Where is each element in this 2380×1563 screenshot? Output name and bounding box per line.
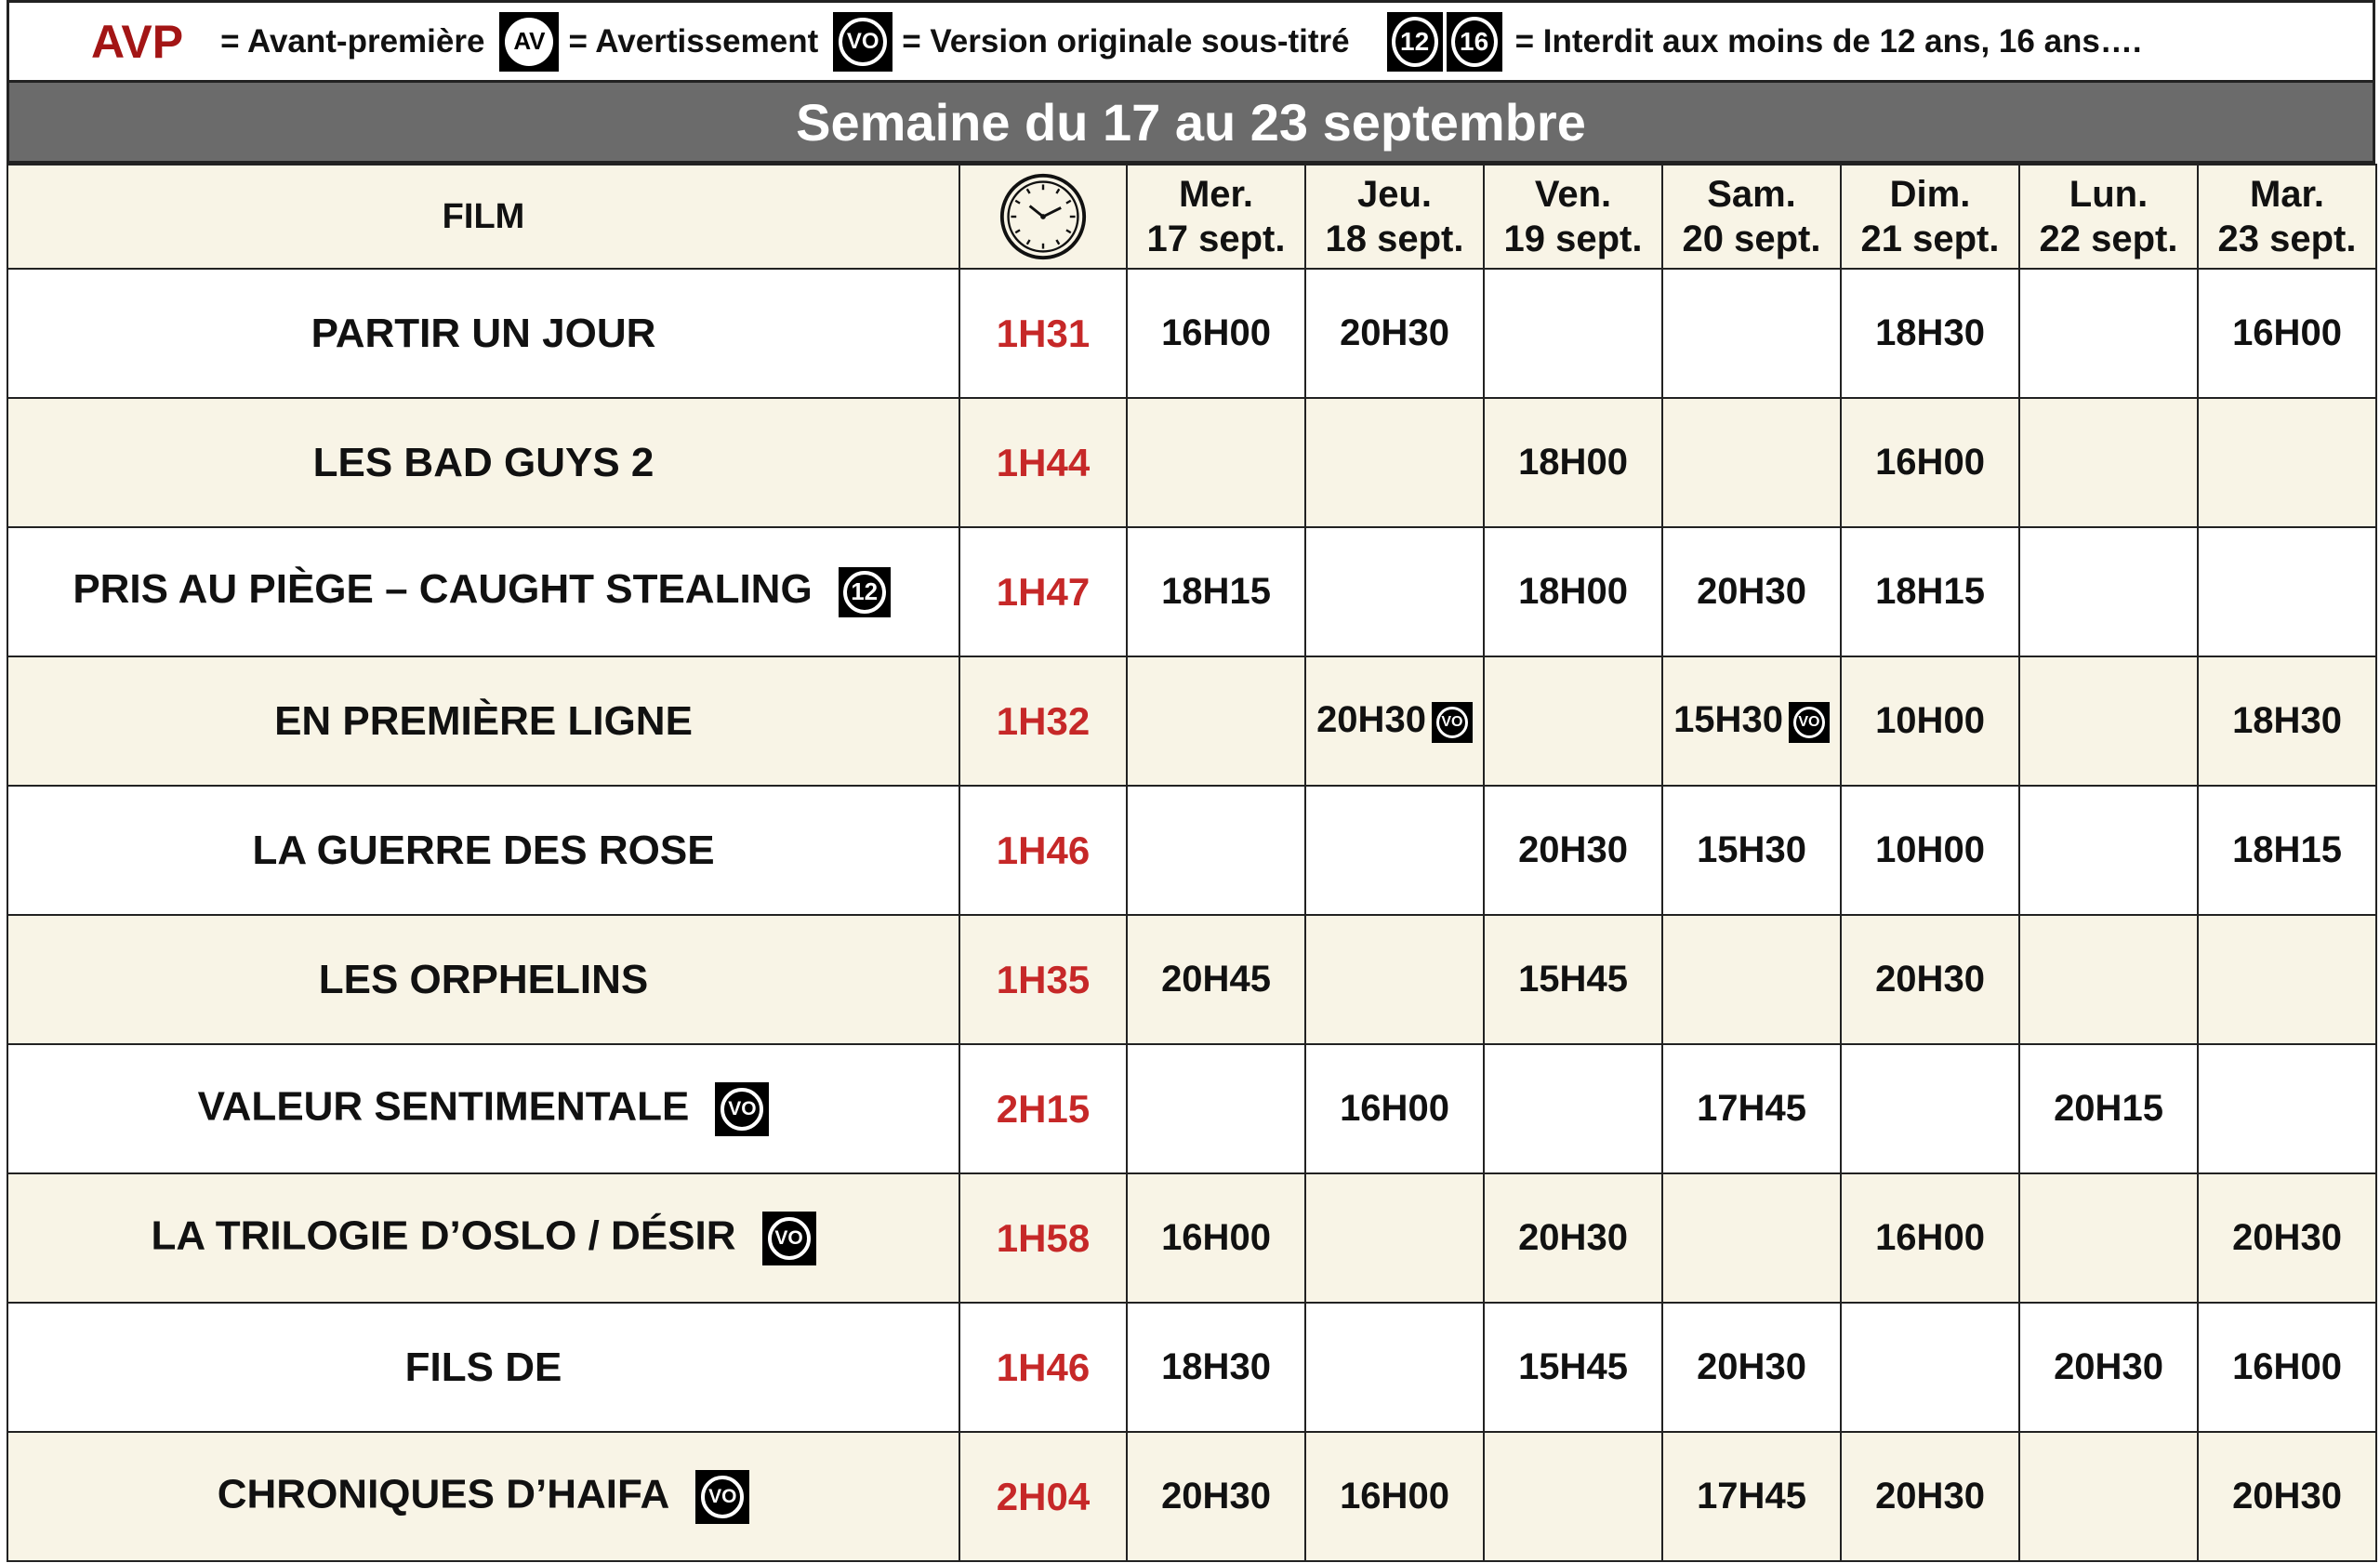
day-column-header — [1662, 165, 1841, 269]
showtime: 18H30 — [1161, 1346, 1271, 1387]
showtime-cell — [1484, 398, 1662, 527]
showtime-cell — [1841, 1173, 2019, 1303]
showtime-cell — [1305, 1432, 1484, 1561]
showtime-cell — [2198, 656, 2376, 786]
film-title: LA GUERRE DES ROSE — [252, 827, 715, 873]
showtime: 16H00 — [1875, 442, 1985, 483]
showtime: 16H00 — [1340, 1476, 1449, 1517]
showtime-cell — [2019, 269, 2198, 398]
showtime-cell — [1662, 269, 1841, 398]
showtime-cell — [2198, 786, 2376, 915]
vo-badge-icon: VO — [762, 1212, 816, 1265]
showtime: 18H00 — [1518, 571, 1628, 612]
showtime-cell — [2019, 1432, 2198, 1561]
showtime: 17H45 — [1697, 1088, 1806, 1129]
showtime-cell — [1305, 269, 1484, 398]
showtime-cell — [1841, 1303, 2019, 1432]
showtime-cell — [1841, 269, 2019, 398]
showtime: 15H45 — [1518, 1346, 1628, 1387]
showtime-cell — [2019, 527, 2198, 656]
showtime: 20H30 — [1697, 1346, 1806, 1387]
film-duration: 1H46 — [959, 786, 1127, 915]
showtime-cell — [2198, 398, 2376, 527]
showtime-cell — [1305, 915, 1484, 1044]
film-title-cell — [7, 1044, 959, 1173]
vo-badge-icon: VO — [695, 1470, 749, 1524]
film-title: PARTIR UN JOUR — [311, 310, 656, 356]
film-title-cell — [7, 1173, 959, 1303]
showtime-cell — [2198, 1432, 2376, 1561]
film-title-cell — [7, 1432, 959, 1561]
av-text: = Avertissement — [568, 22, 819, 60]
showtime: 20H30 — [1875, 1476, 1985, 1517]
schedule-page — [7, 0, 2375, 1563]
film-row — [7, 786, 2376, 915]
film-row — [7, 915, 2376, 1044]
showtime-cell — [1841, 656, 2019, 786]
film-title-cell — [7, 398, 959, 527]
film-duration: 1H58 — [959, 1173, 1127, 1303]
showtime-cell — [1841, 786, 2019, 915]
showtime: 20H30 — [1316, 699, 1426, 741]
film-duration: 1H31 — [959, 269, 1127, 398]
showtime-cell — [1305, 786, 1484, 915]
day-date: 18 sept. — [1325, 219, 1464, 259]
showtime-cell — [1484, 269, 1662, 398]
showtime: 20H30 — [2232, 1217, 2342, 1258]
showtime: 20H45 — [1161, 959, 1271, 1000]
showtime: 15H45 — [1518, 959, 1628, 1000]
showtime-cell — [2019, 398, 2198, 527]
film-title: LES BAD GUYS 2 — [312, 439, 654, 485]
day-name: Jeu. — [1356, 174, 1433, 215]
showtime-cell — [1484, 1432, 1662, 1561]
showtime-cell — [1127, 1303, 1305, 1432]
showtime: 20H30 — [1161, 1476, 1271, 1517]
day-date: 23 sept. — [2217, 219, 2357, 259]
showtime-cell — [1662, 656, 1841, 786]
day-column-header — [1841, 165, 2019, 269]
showtime-cell — [1305, 656, 1484, 786]
showtime-cell — [1662, 527, 1841, 656]
showtime-cell — [1127, 786, 1305, 915]
film-title-cell — [7, 915, 959, 1044]
showtime: 18H30 — [1875, 312, 1985, 353]
showtime-cell — [1127, 915, 1305, 1044]
showtime: 20H30 — [1697, 571, 1806, 612]
showtime-cell — [1484, 1303, 1662, 1432]
day-column-header — [2019, 165, 2198, 269]
showtime-cell — [2198, 1173, 2376, 1303]
film-title-cell — [7, 269, 959, 398]
showtime: 16H00 — [1161, 1217, 1271, 1258]
showtime: 18H15 — [2232, 829, 2342, 870]
showtime-cell — [1127, 398, 1305, 527]
showtime-cell — [2198, 527, 2376, 656]
film-row — [7, 269, 2376, 398]
film-duration: 1H44 — [959, 398, 1127, 527]
film-title: PRIS AU PIÈGE – CAUGHT STEALING — [73, 566, 813, 613]
showtime: 16H00 — [2232, 1346, 2342, 1387]
showtime: 20H15 — [2054, 1088, 2163, 1129]
showtime-cell — [1841, 1044, 2019, 1173]
film-duration: 1H46 — [959, 1303, 1127, 1432]
film-column-header: FILM — [7, 165, 959, 269]
day-date: 17 sept. — [1146, 219, 1286, 259]
showtime-cell — [1841, 1432, 2019, 1561]
film-row — [7, 1303, 2376, 1432]
showtime-cell — [2019, 1173, 2198, 1303]
vo-badge-icon: VO — [833, 12, 892, 72]
showtime-cell — [1841, 915, 2019, 1044]
age-12-badge-icon: 12 — [839, 567, 891, 617]
showtime-cell — [1662, 1303, 1841, 1432]
film-title: FILS DE — [404, 1344, 562, 1390]
showtime-cell — [2198, 1044, 2376, 1173]
showtime-cell — [1127, 1173, 1305, 1303]
showtime-cell — [1127, 656, 1305, 786]
showtime-cell — [1305, 1303, 1484, 1432]
showtime-cell — [1662, 398, 1841, 527]
showtime-cell — [2019, 915, 2198, 1044]
film-title-cell — [7, 527, 959, 656]
showtime-cell — [2019, 656, 2198, 786]
film-title: CHRONIQUES D’HAIFA — [217, 1471, 670, 1517]
showtime-cell — [1662, 1044, 1841, 1173]
showtime-cell — [1484, 915, 1662, 1044]
showtime: 18H15 — [1161, 571, 1271, 612]
film-title-cell — [7, 656, 959, 786]
showtime: 10H00 — [1875, 829, 1985, 870]
showtime-cell — [1662, 786, 1841, 915]
film-title: EN PREMIÈRE LIGNE — [274, 697, 693, 744]
film-title-cell — [7, 1303, 959, 1432]
showtime: 16H00 — [1161, 312, 1271, 353]
film-row — [7, 656, 2376, 786]
week-title: Semaine du 17 au 23 septembre — [7, 80, 2375, 164]
showtime: 20H30 — [2232, 1476, 2342, 1517]
day-name: Mar. — [2249, 174, 2325, 215]
showtime-cell — [2019, 786, 2198, 915]
header-row — [7, 165, 2376, 269]
av-badge-icon: AV — [499, 12, 559, 72]
showtime-cell — [1305, 527, 1484, 656]
day-name: Dim. — [1889, 174, 1971, 215]
films-body — [7, 269, 2376, 1561]
showtime-cell — [2198, 915, 2376, 1044]
day-name: Mer. — [1178, 174, 1254, 215]
film-row — [7, 1432, 2376, 1561]
showtime: 15H30 — [1697, 829, 1806, 870]
showtime: 15H30 — [1673, 699, 1783, 741]
showtime-cell — [1305, 1044, 1484, 1173]
showtime: 16H00 — [1875, 1217, 1985, 1258]
film-title: VALEUR SENTIMENTALE — [197, 1083, 690, 1130]
showtime-cell — [2198, 1303, 2376, 1432]
showtime-cell — [1662, 1173, 1841, 1303]
showtime-cell — [1484, 1173, 1662, 1303]
day-date: 19 sept. — [1503, 219, 1643, 259]
vo-badge-icon: VO — [715, 1082, 769, 1136]
film-duration: 1H47 — [959, 527, 1127, 656]
showtime-cell — [1305, 398, 1484, 527]
day-column-header — [1305, 165, 1484, 269]
showtime: 10H00 — [1875, 700, 1985, 741]
avp-text: = Avant-première — [220, 22, 485, 60]
showtime-cell — [2198, 269, 2376, 398]
showtime-cell — [1127, 1432, 1305, 1561]
film-row — [7, 527, 2376, 656]
vo-text: = Version originale sous-titré — [902, 22, 1350, 60]
film-duration: 2H15 — [959, 1044, 1127, 1173]
vo-badge-icon: VO — [1432, 702, 1473, 743]
showtime-cell — [1484, 786, 1662, 915]
showtime-cell — [2019, 1303, 2198, 1432]
clock-icon — [998, 172, 1088, 261]
duration-column-header — [959, 165, 1127, 269]
day-name: Sam. — [1707, 174, 1796, 215]
film-row — [7, 398, 2376, 527]
day-column-header — [1484, 165, 1662, 269]
showtime: 20H30 — [1340, 312, 1449, 353]
showtime-cell — [1841, 527, 2019, 656]
film-title: LA TRILOGIE D’OSLO / DÉSIR — [151, 1212, 736, 1259]
film-duration: 1H35 — [959, 915, 1127, 1044]
showtime: 20H30 — [1518, 829, 1628, 870]
showtime: 18H00 — [1518, 442, 1628, 483]
film-row — [7, 1173, 2376, 1303]
showtime: 18H30 — [2232, 700, 2342, 741]
age-16-badge-icon: 16 — [1447, 12, 1502, 72]
showtime: 16H00 — [2232, 312, 2342, 353]
film-title-cell — [7, 786, 959, 915]
avp-label: AVP — [91, 15, 184, 68]
age-12-badge-icon: 12 — [1387, 12, 1443, 72]
film-duration: 1H32 — [959, 656, 1127, 786]
showtime: 20H30 — [1518, 1217, 1628, 1258]
showtime-cell — [1127, 269, 1305, 398]
day-date: 20 sept. — [1682, 219, 1821, 259]
showtime-cell — [1127, 527, 1305, 656]
showtime: 17H45 — [1697, 1476, 1806, 1517]
showtime-cell — [1484, 1044, 1662, 1173]
legend-bar — [7, 0, 2375, 80]
showtime-cell — [1484, 527, 1662, 656]
day-column-header — [2198, 165, 2376, 269]
day-name: Lun. — [2069, 174, 2149, 215]
showtime-cell — [1484, 656, 1662, 786]
day-date: 22 sept. — [2039, 219, 2178, 259]
showtime-cell — [2019, 1044, 2198, 1173]
showtime-cell — [1662, 915, 1841, 1044]
showtime: 20H30 — [2054, 1346, 2163, 1387]
age-text: = Interdit aux moins de 12 ans, 16 ans…. — [1514, 22, 2142, 60]
day-name: Ven. — [1534, 174, 1612, 215]
showtime: 18H15 — [1875, 571, 1985, 612]
schedule-table — [7, 164, 2377, 1562]
film-row — [7, 1044, 2376, 1173]
showtime-cell — [1662, 1432, 1841, 1561]
film-duration: 2H04 — [959, 1432, 1127, 1561]
film-title: LES ORPHELINS — [318, 956, 649, 1002]
day-date: 21 sept. — [1860, 219, 2000, 259]
showtime: 20H30 — [1875, 959, 1985, 1000]
showtime: 16H00 — [1340, 1088, 1449, 1129]
day-column-header — [1127, 165, 1305, 269]
vo-badge-icon: VO — [1789, 702, 1830, 743]
showtime-cell — [1127, 1044, 1305, 1173]
showtime-cell — [1305, 1173, 1484, 1303]
showtime-cell — [1841, 398, 2019, 527]
